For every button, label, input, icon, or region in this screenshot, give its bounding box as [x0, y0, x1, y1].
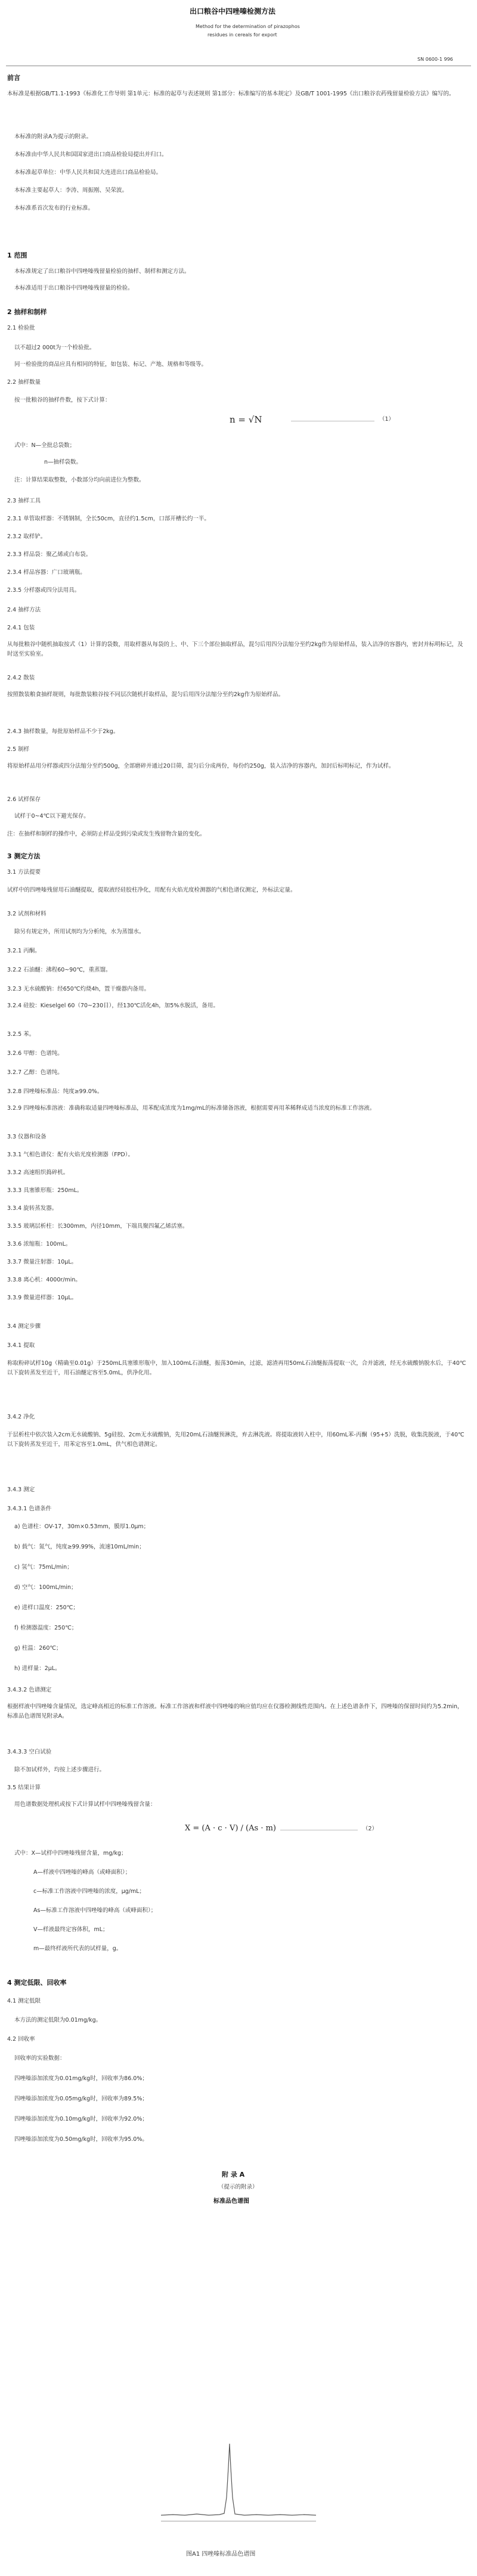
clause-3-4-3-3-text: 除不加试样外，均按上述步骤进行。 [14, 1767, 106, 1773]
clause-2-4: 2.4 抽样方法 [7, 607, 41, 613]
preface-paragraph-6: 本标准系首次发布的行业标准。 [14, 205, 94, 212]
reagent-7: 3.2.7 乙醇：色谱纯。 [7, 1069, 63, 1076]
formula-2-where-3: c—标准工作溶液中四唑嗪的浓度，μg/mL； [33, 1888, 145, 1895]
section-1-line-1: 本标准规定了出口粮谷中四唑嗪残留量检验的抽样、制样和测定方法。 [14, 268, 190, 275]
formula-2-number: （2） [363, 1826, 378, 1832]
section-3-heading: 3 测定方法 [7, 852, 41, 860]
clause-2-5-text: 将原始样品用分样器或四分法缩分至约500g，全部磨碎并通过20目筛，混匀后分成两份，每份约250g，装入洁净的容器内，加封后标明标记，作为试样。 [7, 763, 395, 769]
clause-3-2: 3.2 试剂和材料 [7, 911, 47, 917]
clause-2-3-5: 2.3.5 分样器或四分法用具。 [7, 587, 80, 594]
reagent-5: 3.2.5 苯。 [7, 1031, 35, 1038]
recovery-row-1: 四唑嗪添加浓度为0.01mg/kg时，回收率为86.0%； [14, 2075, 148, 2082]
preface-paragraph-2: 本标准的附录A为提示的附录。 [14, 134, 92, 140]
appendix-subtitle: （提示的附录） [218, 2184, 258, 2190]
reagent-4: 3.2.4 硅胶：Kieselgel 60（70~230目），经130℃活化4h，加5%水脱活，备用。 [7, 1003, 219, 1009]
condition-h: h) 进样量：2μL。 [14, 1665, 61, 1672]
clause-3-4-3-2-text: 根据样液中四唑嗪含量情况，选定峰高相近的标准工作溶液。标准工作溶液和样液中四唑嗪的响应值均应在仪器检测线性范围内。在上述色谱条件下，四唑嗪的保留时间约为5.2min，标准品色谱图见附录A。 [7, 1703, 463, 1720]
formula-2-where-4: As—标准工作溶液中四唑嗪的峰高（或峰面积）； [33, 1907, 157, 1914]
condition-c: c) 氢气：75mL/min； [14, 1564, 73, 1571]
clause-3-5: 3.5 结果计算 [7, 1784, 41, 1791]
equipment-5: 3.3.5 玻璃层析柱：长300mm，内径10mm，下端具聚四氟乙烯活塞。 [7, 1223, 188, 1230]
formula-2-where-5: V—样液最终定容体积，mL； [33, 1926, 109, 1933]
reagent-6: 3.2.6 甲醇：色谱纯。 [7, 1050, 63, 1057]
equipment-4: 3.3.4 旋转蒸发器。 [7, 1205, 58, 1212]
clause-2-3: 2.3 抽样工具 [7, 498, 41, 504]
clause-2-6-note: 注：在抽样和制样的操作中，必须防止样品受到污染或发生残留物含量的变化。 [7, 831, 206, 837]
clause-2-5: 2.5 制样 [7, 746, 30, 753]
figure-caption: 图A1 四唑嗪标准品色谱图 [186, 2551, 256, 2558]
condition-g: g) 柱温：260℃； [14, 1645, 62, 1652]
clause-2-3-4: 2.3.4 样品容器：广口玻璃瓶。 [7, 569, 86, 576]
reagent-2: 3.2.2 石油醚：沸程60~90℃，重蒸馏。 [7, 967, 111, 973]
clause-3-4-3: 3.4.3 测定 [7, 1486, 35, 1493]
preface-paragraph-1: 本标准是根据GB/T1.1-1993《标准化工作导则 第1单元：标准的起草与表述规则 第1部分：标准编写的基本规定》及GB/T 1001-1995《出口粮谷农药残留量检验方法》编写的。 [7, 91, 455, 97]
clause-2-3-3: 2.3.3 样品袋：聚乙烯或白布袋。 [7, 551, 92, 558]
clause-2-6: 2.6 试样保存 [7, 796, 41, 803]
condition-f: f) 检测器温度：250℃； [14, 1625, 78, 1631]
formula-2-where-6: m—最终样液所代表的试样量，g。 [33, 1945, 122, 1952]
clause-2-3-1: 2.3.1 单管取样器：不锈钢制，全长50cm，直径约1.5cm，口部开槽长约一半。 [7, 516, 210, 522]
chromatogram-figure [149, 2217, 328, 2539]
preface-paragraph-5: 本标准主要起草人：李涛、周振刚、吴荣波。 [14, 187, 128, 194]
clause-4-1: 4.1 测定低限 [7, 1998, 41, 2004]
clause-3-3: 3.3 仪器和设备 [7, 1134, 47, 1140]
clause-2-4-2: 2.4.2 散装 [7, 675, 35, 681]
clause-2-1-text: 以不超过2 000t为一个检验批。 [14, 344, 95, 351]
clause-3-4-2: 3.4.2 净化 [7, 1414, 35, 1420]
standard-number: SN 0600-1 996 [417, 57, 453, 62]
preface-paragraph-3: 本标准由中华人民共和国国家进出口商品检验局提出并归口。 [14, 151, 168, 158]
equipment-6: 3.3.6 浓缩瓶：100mL。 [7, 1241, 72, 1247]
clause-3-4-1: 3.4.1 提取 [7, 1342, 35, 1349]
recovery-row-4: 四唑嗪添加浓度为0.50mg/kg时，回收率为95.0%。 [14, 2136, 148, 2143]
clause-2-4-1-text: 从每批粮谷中随机抽取按式（1）计算的袋数，用取样器从每袋的上、中、下三个部位抽取样品，混匀后用四分法缩分至约2kg作为原始样品，装入洁净的容器内，密封并标明标记，及时送至实验室。 [7, 641, 463, 657]
clause-3-4-3-1: 3.4.3.1 色谱条件 [7, 1506, 52, 1512]
clause-3-4-3-3: 3.4.3.3 空白试验 [7, 1749, 52, 1755]
clause-2-4-3: 2.4.3 抽样数量，每批原始样品不少于2kg。 [7, 728, 119, 735]
clause-2-3-2: 2.3.2 取样铲。 [7, 533, 47, 540]
recovery-row-2: 四唑嗪添加浓度为0.05mg/kg时，回收率为89.5%； [14, 2096, 148, 2102]
formula-2: X = (A · c · V) / (As · m) [185, 1824, 276, 1833]
equipment-1: 3.3.1 气相色谱仪：配有火焰光度检测器（FPD）。 [7, 1152, 134, 1158]
clause-3-4-1-text: 称取粉碎试样10g（精确至0.01g）于250mL具塞锥形瓶中，加入100mL石油醚，振荡30min，过滤，滤渣再用50mL石油醚振荡提取一次，合并滤液，经无水硫酸钠脱水后，于40℃以下旋转蒸发至近干，用石油醚定容至5.0mL，供净化用。 [7, 1360, 466, 1376]
document-title: 出口粮谷中四唑嗪检测方法 [190, 7, 276, 15]
clause-2-2-text: 按一批粮谷的抽样件数，按下式计算： [14, 397, 111, 404]
reagent-3: 3.2.3 无水硫酸钠：经650℃灼烧4h，置干燥器内备用。 [7, 986, 150, 992]
clause-4-2-text: 回收率的实验数据： [14, 2055, 66, 2062]
formula-1: n = √N [230, 414, 262, 425]
preface-paragraph-4: 本标准起草单位：中华人民共和国大连进出口商品检验局。 [14, 169, 162, 176]
clause-2-6-text: 试样于0~4℃以下避光保存。 [14, 813, 89, 820]
section-2-heading: 2 抽样和制样 [7, 308, 47, 316]
reagent-8: 3.2.8 四唑嗪标准品：纯度≥99.0%。 [7, 1088, 103, 1095]
condition-e: e) 进样口温度：250℃； [14, 1604, 79, 1611]
equipment-3: 3.3.3 具塞锥形瓶：250mL。 [7, 1187, 83, 1194]
english-title-line2: residues in cereals for export [207, 32, 277, 38]
appendix-title: 附 录 A [222, 2171, 245, 2178]
clause-2-2: 2.2 抽样数量 [7, 379, 41, 386]
equipment-8: 3.3.8 离心机：4000r/min。 [7, 1277, 81, 1283]
clause-3-5-text: 用色谱数据处理机或按下式计算试样中四唑嗪残留含量： [14, 1801, 156, 1808]
preface-heading: 前言 [7, 74, 20, 82]
clause-2-1: 2.1 检验批 [7, 325, 35, 331]
formula-1-number: （1） [379, 416, 395, 423]
formula-2-where-2: A—样液中四唑嗪的峰高（或峰面积）； [33, 1869, 131, 1876]
reagent-9: 3.2.9 四唑嗪标准溶液：准确称取适量四唑嗪标准品，用苯配成浓度为1mg/mL的标准储备溶液，根据需要再用苯稀释成适当浓度的标准工作溶液。 [7, 1105, 376, 1112]
condition-a: a) 色谱柱：OV-17，30m×0.53mm，膜厚1.0μm； [14, 1523, 150, 1530]
clause-3-4-3-2: 3.4.3.2 色谱测定 [7, 1687, 52, 1693]
clause-4-2: 4.2 回收率 [7, 2036, 35, 2043]
clause-3-1-text: 试样中的四唑嗪残留用石油醚提取，提取液经硅胶柱净化，用配有火焰光度检测器的气相色谱仪测定，外标法定量。 [7, 887, 296, 893]
condition-b: b) 载气：氮气，纯度≥99.99%，流速10mL/min； [14, 1544, 145, 1550]
section-4-heading: 4 测定低限、回收率 [7, 1979, 67, 1987]
clause-2-4-1: 2.4.1 包装 [7, 625, 35, 631]
reagent-1: 3.2.1 丙酮。 [7, 948, 41, 954]
formula-1-where-1: 式中：N—全批总袋数； [14, 442, 76, 449]
chromatogram-trace [161, 2444, 316, 2515]
clause-3-1: 3.1 方法提要 [7, 869, 41, 876]
clause-2-1-text-b: 同一检验批的商品应具有相同的特征，如包装、标记、产地、规格和等级等。 [14, 361, 207, 368]
appendix-name: 标准品色谱图 [213, 2198, 249, 2205]
clause-3-4: 3.4 测定步骤 [7, 1323, 41, 1330]
formula-1-note: 注：计算结果取整数，小数部分均向前进位为整数。 [14, 477, 145, 483]
formula-2-where-1: 式中：X—试样中四唑嗪残留含量，mg/kg； [14, 1850, 127, 1857]
clause-2-4-2-text: 按照散装粮食抽样规则，每批散装粮谷按不同层次随机扦取样品，混匀后用四分法缩分至约2kg作为原始样品。 [7, 691, 284, 698]
clause-3-4-2-text: 于层析柱中依次装入2cm无水硫酸钠、5g硅胶、2cm无水硫酸钠，先用20mL石油醚预淋洗，弃去淋洗液。将提取液转入柱中，用60mL苯-丙酮（95+5）洗脱，收集洗脱液，于40℃以下旋转蒸发至近干，用苯定容至1.0mL，供气相色谱测定。 [7, 1432, 464, 1448]
equipment-7: 3.3.7 微量注射器：10μL。 [7, 1259, 78, 1265]
equipment-2: 3.3.2 高速组织捣碎机。 [7, 1169, 69, 1176]
recovery-row-3: 四唑嗪添加浓度为0.10mg/kg时，回收率为92.0%； [14, 2116, 148, 2122]
clause-3-2-text: 除另有规定外，所用试剂均为分析纯，水为蒸馏水。 [14, 929, 145, 935]
section-1-line-2: 本标准适用于出口粮谷中四唑嗪残留量的检验。 [14, 285, 134, 291]
condition-d: d) 空气：100mL/min； [14, 1584, 77, 1591]
section-1-heading: 1 范围 [7, 252, 27, 259]
equipment-9: 3.3.9 微量进样器：10μL。 [7, 1295, 78, 1301]
clause-4-1-text: 本方法的测定低限为0.01mg/kg。 [14, 2017, 102, 2023]
formula-1-where-2: n—抽样袋数。 [44, 459, 82, 465]
english-title-line1: Method for the determination of pirazophos [196, 24, 300, 29]
